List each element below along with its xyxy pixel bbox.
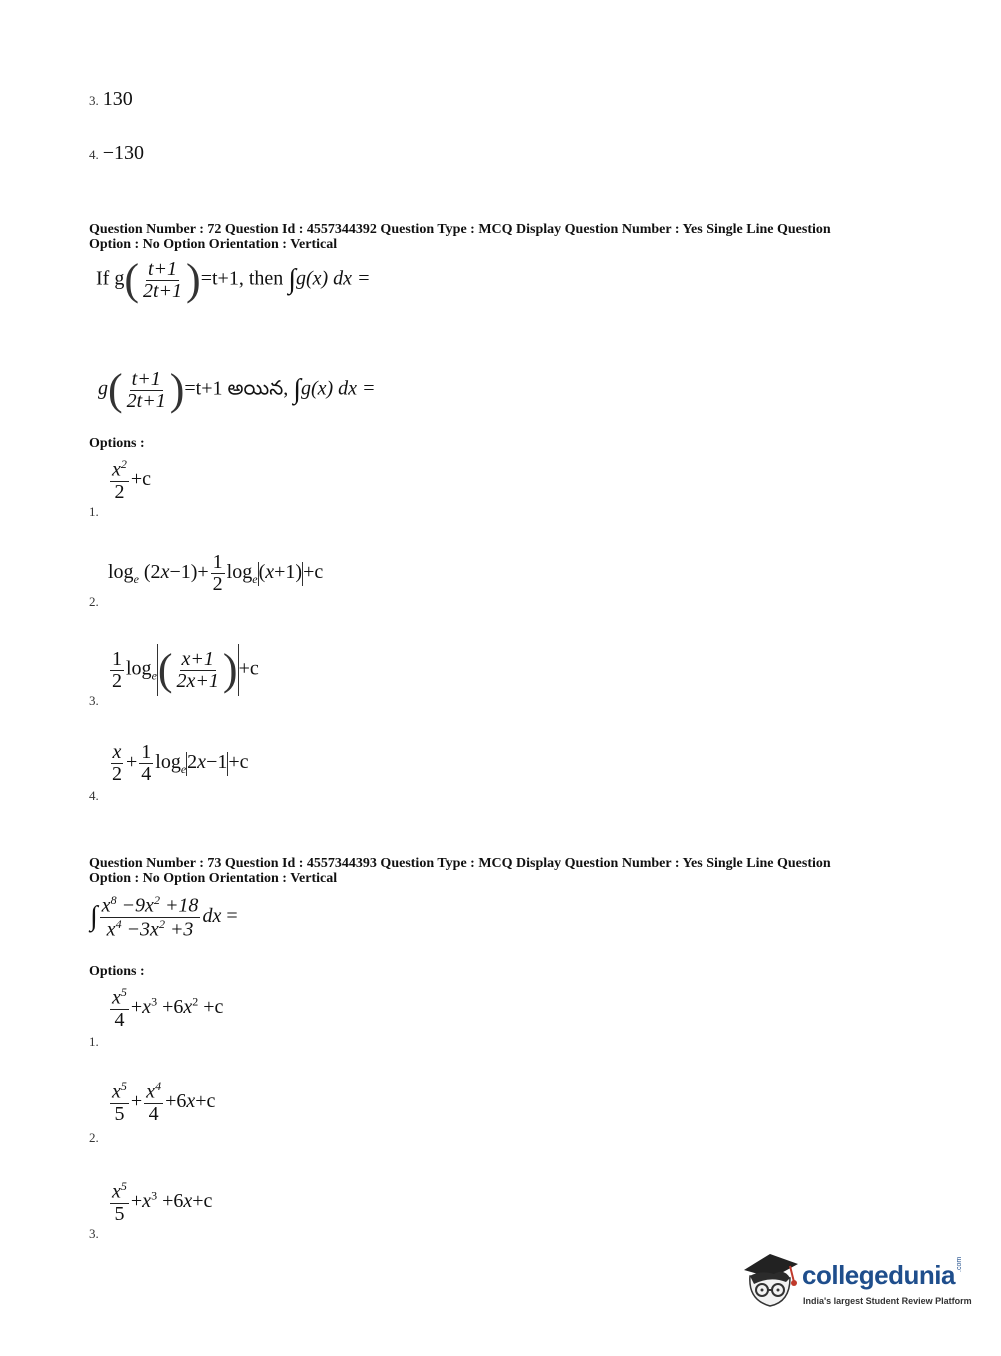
q73-option-3-number: 3. <box>89 1226 99 1241</box>
prev-option-3 <box>89 88 133 111</box>
q73-option-1: $\frac{x^5}{4}$ $+x^3 +6x^2 +c$ <box>112 985 224 1031</box>
q72-meta-line2: Option : No Option Orientation : Vertical <box>89 237 338 252</box>
option-number: 3. <box>89 93 99 108</box>
q73-options-label: Options : <box>89 964 145 979</box>
logo-tagline: India's largest Student Review Platform <box>803 1296 972 1306</box>
collegedunia-logo <box>740 1248 970 1318</box>
q72-prefix: If g <box>96 267 125 290</box>
q72-option-1: $\frac{x^2}{2}$ +c <box>112 457 152 503</box>
q72-meta-line1: Question Number : 72 Question Id : 4557344392 Question Type : MCQ Display Question Number : Yes Single Line Question <box>89 222 831 237</box>
q72-option-4-number: 4. <box>89 788 99 803</box>
logo-wordmark: collegedunia <box>802 1260 955 1290</box>
q72-frac-den: 2t+1 <box>142 279 183 302</box>
q72-question-te: g( $\frac{t+1}{2t+1}$ )=t+1 అయిన, ∫g(x) dx = <box>98 365 376 414</box>
option-value: −130 <box>102 142 145 164</box>
q73-option-2: $\frac{x^5}{5}$ + $\frac{x^4}{4}$ +6x+c <box>112 1079 216 1125</box>
q72-integral: g(x) dx = <box>295 267 371 290</box>
mascot-icon <box>740 1248 800 1312</box>
logo-suffix: .com <box>956 1256 963 1272</box>
q73-option-1-number: 1. <box>89 1034 99 1049</box>
q72-rhs: =t+1, then <box>200 267 284 290</box>
q72-option-2-number: 2. <box>89 594 99 609</box>
q73-meta <box>89 856 919 886</box>
q72-te-prefix: g <box>98 377 108 400</box>
option-number: 4. <box>89 147 99 162</box>
q72-question-en: If g( $\frac{t+1}{2t+1}$ )=t+1, then ∫g(x) dx = <box>96 255 371 304</box>
q72-te-rhs: =t+1 అయిన, <box>184 377 289 400</box>
q72-frac-num: t+1 <box>147 257 178 280</box>
q72-option-3-number: 3. <box>89 693 99 708</box>
prev-option-4 <box>89 142 144 165</box>
q72-option-2: $\log_e (2x-1)+$ $\frac{1}{2}$ $\log_e(x+1)+c$ <box>108 551 324 595</box>
q73-option-2-number: 2. <box>89 1130 99 1145</box>
q72-options-label: Options : <box>89 436 145 451</box>
q73-question: ∫ $\frac{x^8 -9x^2 +18}{x^4 -3x^2 +3}$ dx = <box>90 893 238 941</box>
q72-meta <box>89 222 919 252</box>
q72-option-3: $\frac{1}{2}$ $\log_e$( $\frac{x+1}{2x+1}$ )+c <box>112 645 259 694</box>
q72-option-1-number: 1. <box>89 504 99 519</box>
q72-option-4: $\frac{x}{2}$ + $\frac{1}{4}$ $\log_e2x-1+c$ <box>112 741 249 785</box>
q73-meta-line1: Question Number : 73 Question Id : 4557344393 Question Type : MCQ Display Question Number : Yes Single Line Question <box>89 856 831 871</box>
q73-option-3: $\frac{x^5}{5}$ $+x^3 +6x+c$ <box>112 1179 213 1225</box>
option-value: 130 <box>102 88 133 110</box>
q73-meta-line2: Option : No Option Orientation : Vertical <box>89 871 338 886</box>
